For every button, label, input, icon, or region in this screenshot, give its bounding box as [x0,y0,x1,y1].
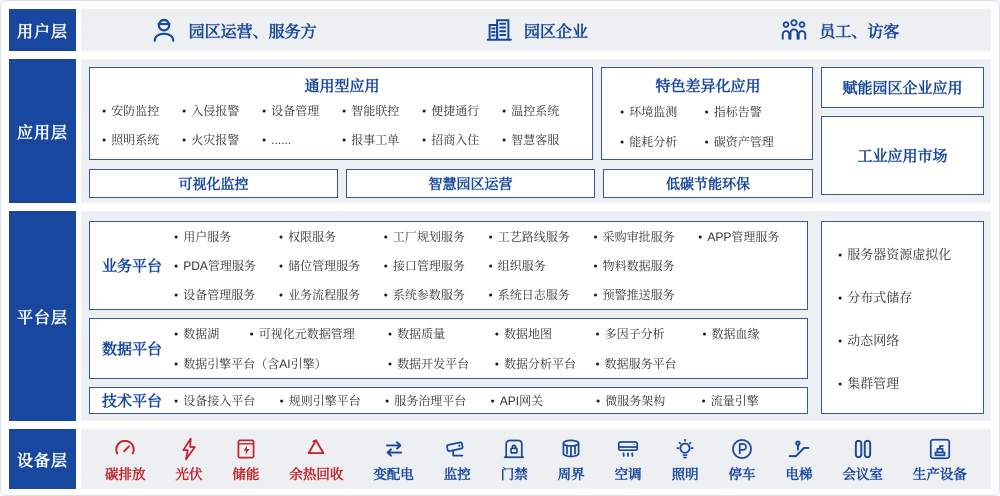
device-ac [615,436,642,483]
device-storage [232,436,259,483]
parking-icon [729,436,755,462]
app-item: ● ...... [262,133,342,147]
perimeter-icon [558,436,584,462]
user-group-label: 员工、访客 [819,23,900,41]
people-icon [779,15,809,45]
recycle-icon [303,436,329,462]
tech-platform-box [89,387,808,414]
empower-apps-title: 赋能园区企业应用 [842,80,963,97]
service-item: ● 组织服务 [489,257,594,274]
layer-label-platform: 平台层 [9,211,76,421]
device-parking [729,436,756,483]
application-layer-band [1,59,999,203]
device-label: 门禁 [500,466,528,482]
device-label: 电梯 [785,466,813,482]
service-item: ● 储位管理服务 [279,257,384,274]
lightning-icon [176,436,202,462]
service-item: ● 采购审批服务 [593,228,698,245]
service-item: ● PDA管理服务 [174,257,279,274]
app-item: ● 设备管理 [262,102,342,119]
app-item: ● 便捷通行 [422,102,502,119]
device-layer-content [81,429,991,489]
device-label: 生产设备 [912,466,967,482]
industrial-market-title: 工业应用市场 [857,148,948,165]
visual-monitoring-title: 可视化监控 [178,175,249,192]
device-label: 储能 [232,466,260,482]
service-item: ● 数据开发平台 [388,355,495,372]
app-item: ● 入侵报警 [182,102,262,119]
device-production [913,436,967,483]
service-item: ● 数据湖 [174,325,249,342]
business-platform-box [89,221,808,310]
business-platform-rows [174,222,807,309]
featured-apps-box [601,67,813,160]
service-item: ● 可视化元数据管理 [249,325,387,342]
device-label: 照明 [671,466,699,482]
app-item: ● 能耗分析 [620,133,705,150]
platform-layer-band [1,211,999,421]
layer-label-device: 设备层 [9,429,76,489]
infra-item: ● 分布式储存 [838,287,983,306]
service-item: ● 预警推送服务 [593,286,698,303]
user-layer-band [1,9,999,51]
service-item: ● 工厂规划服务 [384,228,489,245]
operator-icon [149,15,179,45]
service-item: ● 设备接入平台 [174,392,280,409]
infrastructure-box [821,221,984,414]
service-item: ● 数据分析平台 [495,355,596,372]
user-group-operators [81,15,384,45]
service-item: ● 数据服务平台 [595,355,702,372]
service-item: ● 流量引擎 [702,392,808,409]
general-apps-row [102,125,582,154]
device-perimeter [558,436,585,483]
device-carbon [105,436,146,483]
low-carbon-box [603,169,813,198]
app-item: ● 温控系统 [502,102,582,119]
device-label: 空调 [614,466,642,482]
device-label: 监控 [443,466,471,482]
platform-layer-content [81,211,991,421]
service-item: ● 规则引擎平台 [280,392,386,409]
data-platform-box [89,318,808,379]
user-layer-content [81,9,991,51]
infra-item: ● 动态网络 [838,330,983,349]
door-lock-icon [501,436,527,462]
user-group-label: 园区企业 [523,23,588,41]
app-item: ● 安防监控 [102,102,182,119]
device-label: 碳排放 [105,466,146,482]
service-item: ● 多因子分析 [595,325,702,342]
empower-apps-box [821,67,984,108]
device-elevator [785,436,812,483]
featured-apps-title: 特色差异化应用 [655,78,761,95]
data-platform-rows [174,319,807,379]
battery-icon [233,436,259,462]
device-cctv [444,436,471,483]
device-access [501,436,528,483]
app-item: ● 火灾报警 [182,131,262,148]
device-meeting-room [842,436,883,483]
app-item: ● 环境监测 [620,103,705,120]
building-icon [484,15,514,45]
device-lighting [672,436,699,483]
app-item: ● 招商入住 [422,131,502,148]
tech-platform-items [174,392,807,409]
low-carbon-title: 低碳节能环保 [666,175,750,192]
bulb-icon [672,436,698,462]
device-label: 余热回收 [289,466,344,482]
business-platform-title: 业务平台 [101,258,162,275]
industrial-market-box [821,116,984,195]
device-heat-recovery [289,436,343,483]
service-item: ● API网关 [491,392,597,409]
user-group-visitors [688,15,991,45]
device-label: 周界 [557,466,585,482]
infra-item: ● 集群管理 [838,373,983,392]
device-label: 变配电 [373,466,414,482]
swap-arrows-icon [381,436,407,462]
app-item: ● 智慧客服 [502,131,582,148]
service-item: ● 设备管理服务 [174,286,279,303]
app-item: ● 照明系统 [102,131,182,148]
escalator-icon [786,436,812,462]
layer-label-user: 用户层 [9,9,76,51]
general-apps-box [89,67,593,160]
air-conditioner-icon [615,436,641,462]
gauge-icon [112,436,138,462]
featured-apps-row [610,126,806,156]
service-item: ● 微服务架构 [596,392,702,409]
service-item: ● 数据引擎平台（含AI引擎） [174,355,388,372]
service-item: ● 工艺路线服务 [489,228,594,245]
general-apps-title: 通用型应用 [304,78,380,95]
layer-label-application: 应用层 [9,59,76,203]
infra-item: ● 服务器资源虚拟化 [838,244,983,263]
service-item: ● 服务治理平台 [385,392,491,409]
app-item: ● 智能联控 [342,102,422,119]
smart-park-ops-box [346,169,595,198]
smart-park-ops-title: 智慧园区运营 [428,175,513,192]
service-item: ● 数据地图 [495,325,596,342]
user-group-label: 园区运营、服务方 [188,23,317,41]
machine-icon [927,436,953,462]
cctv-icon [444,436,470,462]
device-label: 停车 [728,466,756,482]
service-item: ● 接口管理服务 [384,257,489,274]
meeting-room-icon [850,436,876,462]
device-label: 会议室 [842,466,883,482]
service-item: ● 数据质量 [388,325,495,342]
app-item: ● 碳资产管理 [705,133,806,150]
service-item: ● 数据血缘 [702,325,803,342]
application-layer-content [81,59,991,203]
visual-monitoring-box [89,169,338,198]
app-item: ● 报事工单 [342,131,422,148]
featured-apps-row [610,96,806,126]
service-item: ● 业务流程服务 [279,286,384,303]
service-item: ● 系统参数服务 [384,286,489,303]
user-group-enterprises [384,15,687,45]
service-item: ● 物料数据服务 [593,257,698,274]
general-apps-row [102,96,582,125]
service-item: ● 权限服务 [279,228,384,245]
device-label: 光伏 [175,466,203,482]
device-solar [175,436,202,483]
data-platform-title: 数据平台 [101,341,162,358]
device-power [373,436,414,483]
service-item: ● 用户服务 [174,228,279,245]
tech-platform-title: 技术平台 [101,393,162,410]
app-item: ● 指标告警 [705,103,806,120]
device-layer-band [1,429,999,489]
service-item: ● APP管理服务 [698,228,803,245]
service-item: ● 系统日志服务 [489,286,594,303]
